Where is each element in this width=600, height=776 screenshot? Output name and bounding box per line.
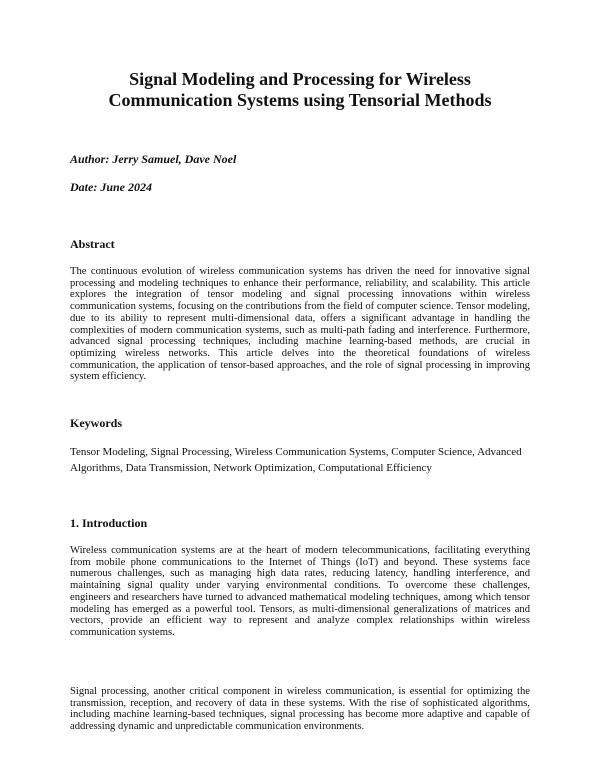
abstract-text: The continuous evolution of wireless communication systems has driven the need for innovative signal processing and modeling techniques to enhance their performance, reliability, and scalability. This article explores the integration of tensor modeling and signal processing innovations within wireless communication systems, focusing on the contributions from the field of computer science. Tensor modeling, due to its ability to represent multi-dimensional data, offers a significant advantage in handling the complexities of modern communication systems, such as multi-path fading and interference. Furthermore, advanced signal processing techniques, including machine learning-based methods, are crucial in optimizing wireless networks. This article delves into the theoretical foundations of wireless communication, the application of tensor-based approaches, and the role of signal processing in improving system efficiency. [70, 266, 530, 383]
keywords-heading: Keywords [70, 416, 122, 430]
introduction-paragraph: Signal processing, another critical component in wireless communication, is essential for optimizing the transmission, reception, and recovery of data in these systems. With the rise of sophisticated algorithms, including machine learning-based techniques, signal processing has become more adaptive and capable of addressing dynamic and unpredictable communication environments. [70, 686, 530, 733]
introduction-paragraph: Wireless communication systems are at the heart of modern telecommunications, facilitating everything from mobile phone communications to the Internet of Things (IoT) and beyond. These systems face numerous challenges, such as managing high data rates, reducing latency, handling interference, and maintaining signal quality under varying environmental conditions. To overcome these challenges, engineers and researchers have turned to advanced mathematical modeling techniques, among which tensor modeling has emerged as a powerful tool. Tensors, as multi-dimensional generalizations of matrices and vectors, provide an efficient way to represent and analyze complex relationships within wireless communication systems. [70, 545, 530, 638]
author-line: Author: Jerry Samuel, Dave Noel [70, 152, 237, 166]
date-line: Date: June 2024 [70, 180, 152, 194]
abstract-heading: Abstract [70, 237, 115, 251]
paper-title: Signal Modeling and Processing for Wireless Communication Systems using Tensorial Methods [108, 69, 492, 110]
introduction-heading: 1. Introduction [70, 516, 148, 530]
keywords-text: Tensor Modeling, Signal Processing, Wireless Communication Systems, Computer Science, Advanced Algorithms, Data Transmission, Network Optimization, Computational Efficiency [70, 446, 522, 474]
